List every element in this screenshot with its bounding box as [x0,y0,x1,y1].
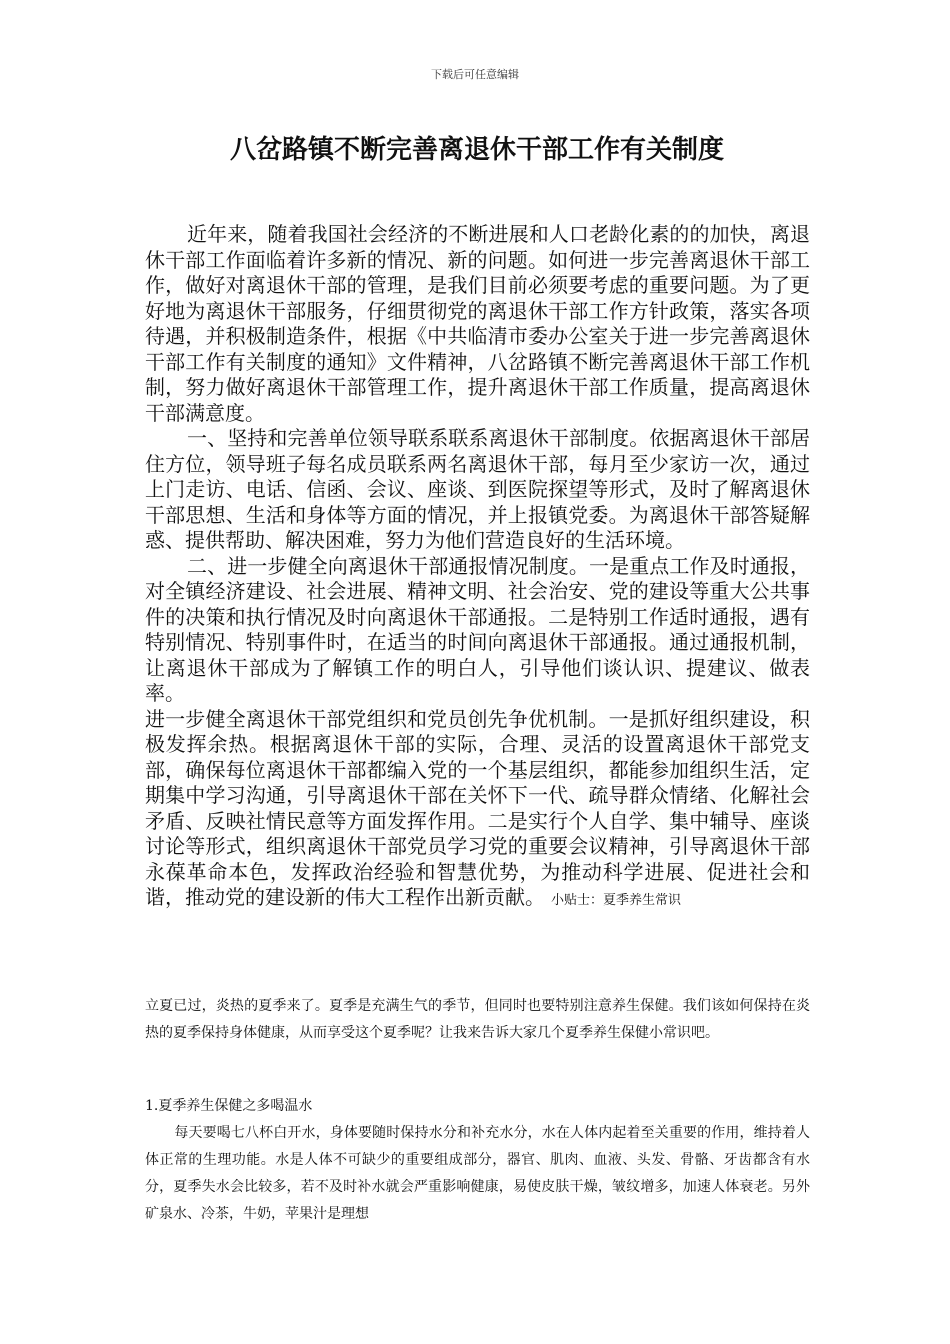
paragraph-party-organization [145,707,810,914]
page-header-note: 下载后可任意编辑 [431,68,519,81]
document-body [145,222,810,914]
tip-label: 小贴士：夏季养生常识 [551,893,682,908]
paragraph-intro: 近年来，随着我国社会经济的不断进展和人口老龄化素的的加快，离退休干部工作面临着许多新的情况、新的问题。如何进一步完善离退休干部工作，做好对离退休干部的管理，是我们目前必须要考虑的重要问题。为了更好地为离退休干部服务，仔细贯彻党的离退休干部工作方针政策，落实各项待遇，并积极制造条件，根据《中共临清市委办公室关于进一步完善离退休干部工作有关制度的通知》文件精神，八岔路镇不断完善离退休干部工作机制，努力做好离退休干部管理工作，提升离退休干部工作质量，提高离退休干部满意度。 [145,222,810,425]
paragraph-party-organization-text: 进一步健全离退休干部党组织和党员创先争优机制。一是抓好组织建设，积极发挥余热。根据离退休干部的实际，合理、灵活的设置离退休干部党支部，确保每位离退休干部都编入党的一个基层组织，都能参加组织生活，定期集中学习沟通，引导离退休干部在关怀下一代、疏导群众情绪、化解社会矛盾、反映社情民意等方面发挥作用。二是实行个人自学、集中辅导、座谈讨论等形式，组织离退休干部党员学习党的重要会议精神，引导离退休干部永葆革命本色，发挥政治经验和智慧优势，为推动科学进展、促进社会和谐，推动党的建设新的伟大工程作出新贡献。 [145,706,810,909]
paragraph-leadership-contact: 一、坚持和完善单位领导联系联系离退休干部制度。依据离退休干部居住方位，领导班子每名成员联系两名离退休干部，每月至少家访一次，通过上门走访、电话、信函、会议、座谈、到医院探望等形式，及时了解离退休干部思想、生活和身体等方面的情况，并上报镇党委。为离退休干部答疑解惑、提供帮助、解决困难，努力为他们营造良好的生活环境。 [145,426,810,552]
paragraph-notification-system: 二、进一步健全向离退休干部通报情况制度。一是重点工作及时通报，对全镇经济建设、社会进展、精神文明、社会治安、党的建设等重大公共事件的决策和执行情况及时向离退休干部通报。二是特别工作适时通报，遇有特别情况、特别事件时，在适当的时间向离退休干部通报。通过通报机制，让离退休干部成为了解镇工作的明白人，引导他们谈认识、提建议、做表率。 [145,553,810,705]
summer-tips-intro [145,993,810,1047]
summer-tips-section-1 [145,1093,810,1228]
section-1-text: 每天要喝七八杯白开水，身体要随时保持水分和补充水分，水在人体内起着至关重要的作用，维持着人体正常的生理功能。水是人体不可缺少的重要组成部分，器官、肌肉、血液、头发、骨骼、牙齿都含有水分，夏季失水会比较多，若不及时补水就会严重影响健康，易使皮肤干燥，皱纹增多，加速人体衰老。另外矿泉水、冷茶，牛奶，苹果汁是理想 [145,1125,810,1222]
section-1-heading: 1.夏季养生保健之多喝温水 [145,1098,313,1114]
summer-intro-text: 立夏已过，炎热的夏季来了。夏季是充满生气的季节，但同时也要特别注意养生保健。我们该如何保持在炎热的夏季保持身体健康，从而享受这个夏季呢？让我来告诉大家几个夏季养生保健小常识吧。 [145,998,810,1041]
document-title: 八岔路镇不断完善离退休干部工作有关制度 [230,135,725,165]
